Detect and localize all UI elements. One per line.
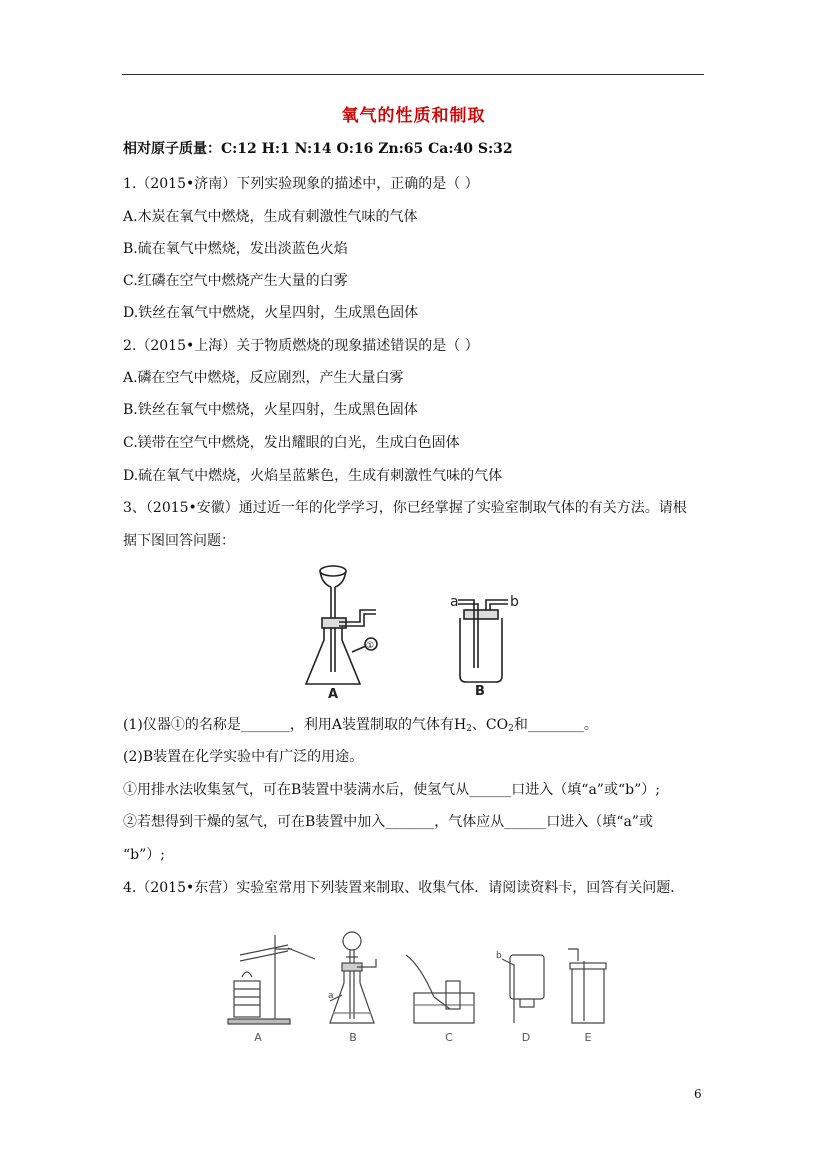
q4-mark-a: a (328, 991, 334, 1001)
q3-fig-port-b: b (510, 594, 519, 610)
q2-option-b: B.铁丝在氧气中燃烧，火星四射，生成黑色固体 (123, 402, 418, 418)
q3-stem-line1: 3、（2015•安徽）通过近一年的化学学习，你已经掌握了实验室制取气体的有关方法。请根 (123, 500, 687, 516)
q4-apparatus-figure (220, 925, 620, 1050)
apparatus-b (458, 600, 508, 682)
apparatus-a (306, 566, 377, 684)
q3-sub2-2-line1: ②若想得到干燥的氢气，可在B装置中加入_______，气体应从______口进入（填“a”或 (123, 814, 653, 830)
q4-fig-labels (254, 1031, 591, 1044)
q4-fig-label: A (254, 1031, 262, 1044)
q2-option-c: C.镁带在空气中燃烧，发出耀眼的白光，生成白色固体 (123, 435, 460, 451)
q4-fig-label: C (445, 1031, 453, 1044)
apparatus-4b (330, 932, 376, 1023)
apparatus-4d (502, 955, 544, 1023)
apparatus-4a (228, 935, 315, 1024)
q3-sub2-1: ①用排水法收集氢气，可在B装置中装满水后，使氢气从______口进入（填“a”或“b”）; (123, 782, 660, 798)
q3-fig-label-a: A (327, 687, 339, 700)
q4-stem: 4.（2015•东营）实验室常用下列装置来制取、收集气体．请阅读资料卡，回答有关问题． (123, 880, 685, 896)
q2-option-d: D.硫在氧气中燃烧，火焰呈蓝紫色，生成有刺激性气味的气体 (123, 468, 503, 484)
q1-option-c: C.红磷在空气中燃烧产生大量的白雾 (123, 273, 348, 289)
q4-fig-label: E (584, 1031, 592, 1044)
q1-option-b: B.硫在氧气中燃烧，发出淡蓝色火焰 (123, 241, 348, 257)
q3-apparatus-figure (300, 560, 540, 700)
q4-mark-b: b (496, 951, 502, 961)
apparatus-4c (406, 955, 474, 1023)
q2-option-a: A.磷在空气中燃烧，反应剧烈，产生大量白雾 (123, 370, 404, 386)
q3-sub2-2-line2: “b”）; (123, 847, 165, 863)
q3-sub2: (2)B装置在化学实验中有广泛的用途。 (123, 749, 364, 765)
q1-option-a: A.木炭在氧气中燃烧，生成有刺激性气味的气体 (123, 209, 418, 225)
q4-fig-label: B (349, 1031, 357, 1044)
q3-stem-line2: 据下图回答问题： (123, 533, 235, 549)
apparatus-4e (568, 949, 606, 1023)
q4-fig-label: D (521, 1031, 531, 1044)
atomic-mass-line: 相对原子质量：C:12 H:1 N:14 O:16 Zn:65 Ca:40 S:32 (123, 141, 513, 157)
q1-option-d: D.铁丝在氧气中燃烧，火星四射，生成黑色固体 (123, 305, 419, 321)
q3-fig-label-b: B (475, 684, 485, 699)
q1-stem: 1.（2015•济南）下列实验现象的描述中，正确的是（ ） (123, 176, 479, 192)
q3-fig-port-a: a (450, 594, 459, 610)
q3-sub1: (1)仪器①的名称是_______，利用A装置制取的气体有$H_2$、$CO_2$和________。 (123, 717, 598, 734)
page-title: 氧气的性质和制取 (341, 106, 486, 126)
header-rule (122, 74, 704, 75)
q3-fig-mark-1: ① (365, 641, 375, 651)
page-number: 6 (694, 1087, 702, 1101)
q2-stem: 2.（2015•上海）关于物质燃烧的现象描述错误的是（ ） (123, 338, 479, 354)
